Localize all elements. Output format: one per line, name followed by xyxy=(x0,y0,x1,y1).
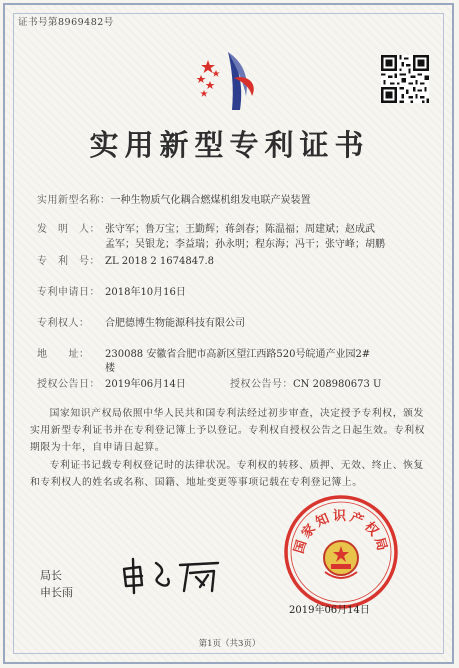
director-name: 申长雨 xyxy=(40,586,73,599)
field-address-line1: 230088 安徽省合肥市高新区望江西路520号皖通产业园2# xyxy=(105,349,371,360)
field-name-label: 实用新型名称： xyxy=(37,195,111,206)
field-grant-number-label: 授权公告号： xyxy=(230,379,293,390)
certificate-number: 证书号第8969482号 xyxy=(18,17,114,28)
paragraph-grant-notice: 国家知识产权局依照中华人民共和国专利法经过初步审查，决定授予专利权，颁发实用新型专利证书并在专利登记簿上予以登记。专利权自授权公告之日起生效。专利权期限为十年，自申请日起算。 xyxy=(30,408,426,453)
seal-text: 国家知识产权局 xyxy=(291,509,391,556)
handwritten-signature xyxy=(118,555,228,595)
logo-stars xyxy=(197,60,220,97)
field-patent-number xyxy=(37,254,214,269)
field-address xyxy=(37,347,370,362)
field-grant-date xyxy=(37,377,186,392)
field-patentee-label: 专利权人： xyxy=(37,318,90,329)
field-inventors-cont xyxy=(105,237,385,252)
field-inventors-label: 发 明 人： xyxy=(37,224,100,235)
national-emblem-icon xyxy=(324,541,358,578)
field-inventors-line2: 孟军；吴银龙；李益瑞；孙永明；程东海；冯干；张守峰；胡鹏 xyxy=(105,239,385,250)
qr-code xyxy=(381,55,429,103)
field-filing-date-label: 专利申请日： xyxy=(37,287,100,298)
field-patentee-value: 合肥德博生物能源科技有限公司 xyxy=(105,318,245,329)
field-address-line2: 楼 xyxy=(105,363,115,374)
field-grant-date-label: 授权公告日： xyxy=(37,379,100,390)
field-address-cont xyxy=(105,361,115,376)
field-patent-number-label: 专 利 号： xyxy=(37,256,100,267)
cnipa-logo xyxy=(188,44,272,118)
field-address-label: 地 址： xyxy=(37,349,90,360)
field-grant-number-value: CN 208980673 U xyxy=(293,379,382,390)
field-filing-date xyxy=(37,285,186,300)
field-patentee xyxy=(37,316,245,331)
paragraph-legal-status: 专利证书记载专利权登记时的法律状况。专利权的转移、质押、无效、终止、恢复和专利权人的姓名或名称、国籍、地址变更等事项记载在专利登记簿上。 xyxy=(30,460,424,488)
field-inventors xyxy=(37,222,375,237)
page-number: 第1页（共3页） xyxy=(198,639,261,649)
field-grant-number xyxy=(230,377,381,392)
field-inventors-line1: 张守军；鲁万宝；王勤辉；蒋剑春；陈温福；周建斌；赵成武 xyxy=(105,224,375,235)
field-name-value: 一种生物质气化耦合燃煤机组发电联产炭装置 xyxy=(110,195,311,206)
seal-date: 2019年06月14日 xyxy=(289,605,370,616)
field-grant-date-value: 2019年06月14日 xyxy=(105,379,186,390)
director-title: 局长 xyxy=(40,569,62,582)
certificate-title: 实用新型专利证书 xyxy=(89,128,370,162)
field-patent-number-value: ZL 2018 2 1674847.8 xyxy=(105,256,215,267)
field-filing-date-value: 2018年10月16日 xyxy=(105,287,186,298)
field-name xyxy=(37,193,311,208)
official-seal xyxy=(281,492,401,612)
